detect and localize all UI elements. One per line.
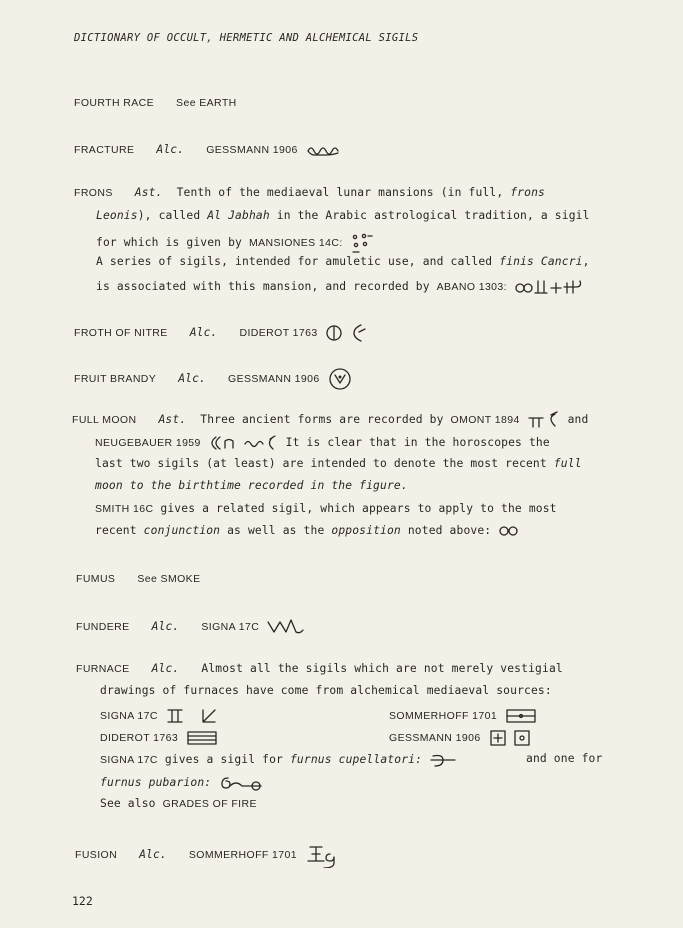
entry-fracture [74, 141, 341, 159]
entry-froth-of-nitre [74, 322, 371, 344]
source: GESSMANN 1906 [228, 373, 320, 385]
diderot-furnace-sigil-icon [185, 729, 219, 747]
entry-furnace-line-6 [100, 774, 264, 792]
entry-fruit-brandy [74, 367, 353, 391]
category: Alc. [156, 143, 185, 156]
froth-nitre-sigil-icon [325, 322, 371, 344]
text: See also [100, 797, 156, 810]
text: gives a related sigil, which appears to apply to the most [160, 502, 557, 515]
furnace-gessmann-1906 [389, 729, 534, 747]
category: Ast. [134, 186, 163, 199]
entry-furnace-line-7 [100, 797, 257, 810]
text: Tenth of the mediaeval lunar mansions (in full, [176, 186, 504, 199]
category: Alc. [151, 662, 180, 675]
source: ABANO 1303: [436, 281, 507, 293]
entry-full-moon [72, 411, 588, 429]
text-italic: furnus pubarion: [100, 776, 212, 789]
source: SOMMERHOFF 1701 [389, 710, 498, 722]
entry-frons-line-4 [96, 255, 590, 268]
source: GESSMANN 1906 [389, 732, 481, 744]
text-italic: Al Jabhah [207, 209, 270, 222]
furnace-diderot-1763 [100, 729, 219, 747]
text: ), called [137, 209, 201, 222]
source: SOMMERHOFF 1701 [188, 849, 297, 861]
source: SIGNA 17C [201, 621, 260, 633]
cross-reference: GRADES OF FIRE [162, 798, 257, 810]
text-italic: furnus cupellatori: [289, 753, 423, 766]
source: SIGNA 17C [100, 754, 158, 766]
entry-furnace-line-5 [100, 752, 459, 768]
category: Alc. [151, 620, 180, 633]
source: OMONT 1894 [450, 414, 520, 426]
entry-full-moon-line-6 [95, 524, 520, 538]
source: SMITH 16C [95, 503, 154, 515]
sommerhoff-furnace-sigil-icon [504, 707, 538, 725]
category: Alc. [178, 372, 207, 385]
source: DIDEROT 1763 [239, 327, 318, 339]
source: NEUGEBAUER 1959 [95, 437, 201, 449]
source: GESSMANN 1906 [206, 144, 298, 156]
entry-fourth-race [74, 96, 237, 109]
furnus-cupellatori-sigil-icon [429, 752, 459, 768]
text: Three ancient forms are recorded by [200, 413, 444, 426]
fusion-sigil-icon [304, 842, 350, 868]
text-italic: finis Cancri [499, 255, 583, 268]
entry-furnace-line-5-end: and one for [526, 752, 603, 765]
entry-frons-line-5 [96, 277, 586, 297]
text: , [582, 255, 590, 268]
text: last two sigils (at least) are intended to denote the most recent [95, 457, 547, 470]
term: FROTH OF NITRE [74, 327, 168, 339]
text: A series of sigils, intended for amuletic use, and called [96, 255, 493, 268]
text-italic: opposition [331, 524, 401, 537]
text-italic: full [553, 457, 582, 470]
entry-furnace [76, 662, 563, 675]
entry-frons-line-3 [96, 232, 376, 254]
entry-furnace-line-2: drawings of furnaces have come from alchemical mediaeval sources: [100, 684, 552, 697]
gessmann-furnace-sigils-icon [488, 729, 534, 747]
entry-full-moon-line-3 [95, 457, 582, 470]
text: Almost all the sigils which are not merely vestigial [201, 662, 563, 675]
smith-conjunction-sigil-icon [498, 524, 520, 538]
text: It is clear that in the horoscopes the [285, 436, 550, 449]
entry-frons-line-2 [96, 209, 590, 222]
fracture-sigil-icon [305, 141, 341, 159]
mansion-dots-sigil-icon [350, 232, 376, 254]
see-reference: See EARTH [176, 97, 237, 109]
text: as well as the [227, 524, 325, 537]
see-reference: See SMOKE [137, 573, 201, 585]
term: FURNACE [76, 663, 130, 675]
entry-full-moon-line-2 [95, 434, 550, 452]
furnace-sommerhoff-1701 [389, 707, 538, 725]
term: FULL MOON [72, 414, 137, 426]
term: FRONS [74, 187, 113, 199]
text-italic: frons [510, 186, 545, 199]
fruit-brandy-sigil-icon [327, 367, 353, 391]
text: for which is given by [96, 236, 242, 249]
furnus-pubarion-sigil-icon [218, 774, 264, 792]
term: FUSION [75, 849, 118, 861]
neugebauer-sigil-b-icon [243, 434, 279, 452]
text: in the Arabic astrological tradition, a sigil [276, 209, 590, 222]
text: gives a sigil for [164, 753, 284, 766]
page-number: 122 [72, 894, 93, 908]
running-header: DICTIONARY OF OCCULT, HERMETIC AND ALCHEMICAL SIGILS [74, 32, 419, 44]
source: SIGNA 17C [100, 710, 158, 722]
category: Ast. [158, 413, 187, 426]
text-italic: conjunction [143, 524, 221, 537]
term: FUMUS [76, 573, 116, 585]
source: MANSIONES 14C: [248, 237, 343, 249]
abano-amulet-sigils-icon [514, 277, 586, 297]
text: recent [95, 524, 137, 537]
signa-furnace-sigils-icon [165, 707, 223, 725]
text-italic: Leonis [96, 209, 138, 222]
text: and [567, 413, 589, 426]
furnace-signa-17c [100, 707, 223, 725]
term: FRACTURE [74, 144, 135, 156]
text: noted above: [407, 524, 492, 537]
entry-full-moon-line-5 [95, 502, 557, 515]
entry-frons [74, 186, 545, 199]
entry-fumus [76, 572, 200, 585]
fundere-sigil-icon [266, 617, 306, 637]
entry-fundere [76, 617, 306, 637]
omont-full-moon-sigil-icon [527, 411, 561, 429]
term: FRUIT BRANDY [74, 373, 157, 385]
term: FUNDERE [76, 621, 130, 633]
category: Alc. [139, 848, 167, 861]
neugebauer-sigil-a-icon [208, 434, 236, 452]
category: Alc. [189, 326, 218, 339]
term: FOURTH RACE [74, 97, 155, 109]
entry-fusion [75, 842, 350, 868]
text: is associated with this mansion, and recorded by [96, 280, 430, 293]
source: DIDEROT 1763 [100, 732, 179, 744]
entry-full-moon-line-4: moon to the birthtime recorded in the figure. [95, 479, 408, 492]
